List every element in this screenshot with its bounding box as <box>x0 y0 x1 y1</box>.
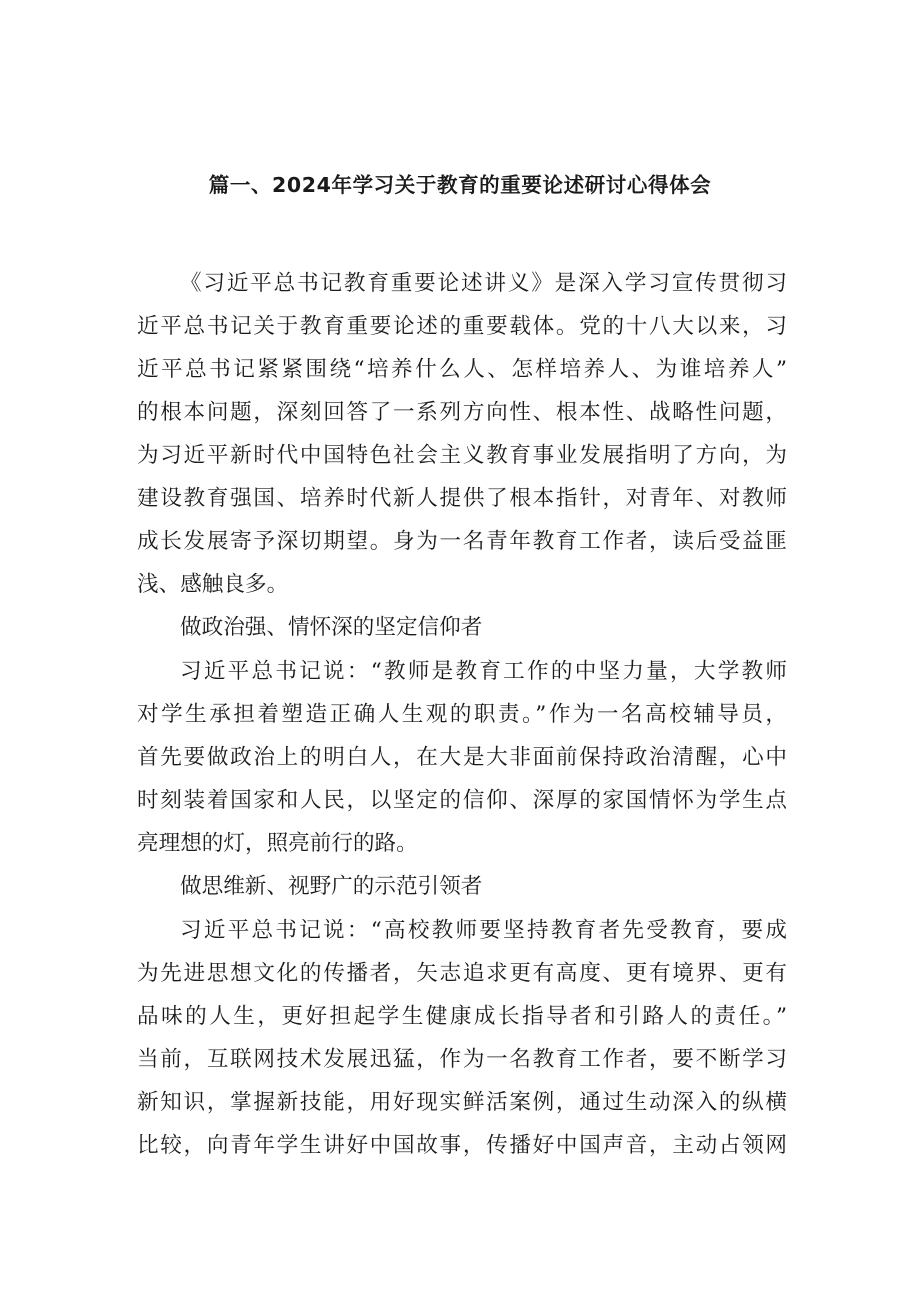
section-1-line-2: 对学生承担着塑造正确人生观的职责。”作为一名高校辅导员， <box>137 702 787 727</box>
section-1-line-1: 习近平总书记说：“教师是教育工作的中坚力量，大学教师 <box>180 659 787 684</box>
section-2-heading: 做思维新、视野广的示范引领者 <box>180 874 483 899</box>
paragraph-1-line-3: 近平总书记紧紧围绕“培养什么人、怎样培养人、为谁培养人” <box>137 357 787 382</box>
section-2-line-3: 品味的人生，更好担起学生健康成长指导者和引路人的责任。” <box>137 1004 787 1029</box>
paragraph-1-line-4: 的根本问题，深刻回答了一系列方向性、根本性、战略性问题， <box>137 400 787 425</box>
section-2-line-5: 新知识，掌握新技能，用好现实鲜活案例，通过生动深入的纵横 <box>137 1090 787 1115</box>
section-1-line-5: 亮理想的灯，照亮前行的路。 <box>137 831 418 856</box>
section-2-line-4: 当前，互联网技术发展迅猛，作为一名教育工作者，要不断学习 <box>137 1047 787 1072</box>
section-1-line-3: 首先要做政治上的明白人，在大是大非面前保持政治清醒，心中 <box>137 745 787 770</box>
paragraph-1-line-7: 成长发展寄予深切期望。身为一名青年教育工作者，读后受益匪 <box>137 529 787 554</box>
document-title: 篇一、2024年学习关于教育的重要论述研讨心得体会 <box>208 173 712 197</box>
section-1-line-4: 时刻装着国家和人民，以坚定的信仰、深厚的家国情怀为学生点 <box>137 788 787 813</box>
paragraph-1-line-8: 浅、感触良多。 <box>137 572 289 597</box>
section-2-line-2: 为先进思想文化的传播者，矢志追求更有高度、更有境界、更有 <box>137 961 787 986</box>
paragraph-1-line-1: 《习近平总书记教育重要论述讲义》是深入学习宣传贯彻习 <box>180 271 787 296</box>
paragraph-1-line-2: 近平总书记关于教育重要论述的重要载体。党的十八大以来，习 <box>137 314 787 339</box>
section-2-line-1: 习近平总书记说：“高校教师要坚持教育者先受教育，要成 <box>180 918 787 943</box>
paragraph-1-line-6: 建设教育强国、培养时代新人提供了根本指针，对青年、对教师 <box>137 486 787 511</box>
paragraph-1-line-5: 为习近平新时代中国特色社会主义教育事业发展指明了方向，为 <box>137 443 787 468</box>
section-2-line-6: 比较，向青年学生讲好中国故事，传播好中国声音，主动占领网 <box>137 1133 787 1158</box>
section-1-heading: 做政治强、情怀深的坚定信仰者 <box>180 615 483 640</box>
